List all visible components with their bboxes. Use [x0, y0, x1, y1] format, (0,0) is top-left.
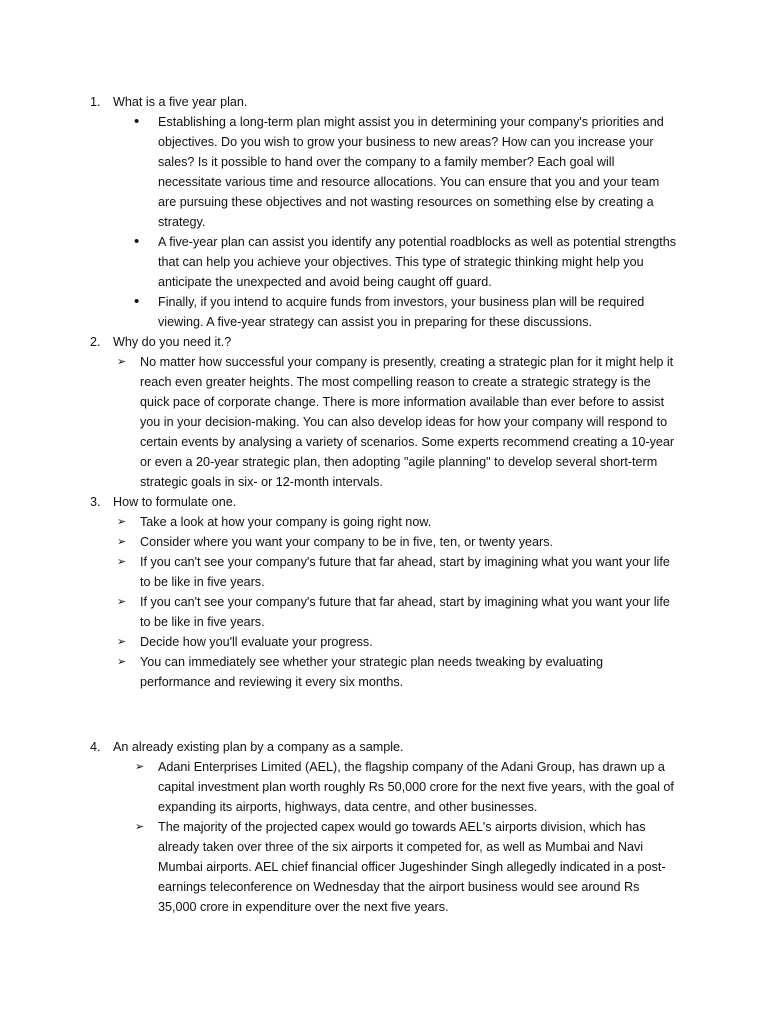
bullet-marker: •: [134, 233, 140, 250]
list-item-text: Finally, if you intend to acquire funds from investors, your business plan will be required viewing. A five-year strategy can assist you in preparing for these discussions.: [158, 295, 645, 329]
list-item: [134, 232, 678, 292]
list-item-text: Consider where you want your company to be in five, ten, or twenty years.: [140, 535, 553, 549]
list-item-text: A five-year plan can assist you identify any potential roadblocks as well as potential strengths that can help you achieve your objectives. This type of strategic thinking might help you anticipate the unexpected and avoid being caught off guard.: [158, 235, 677, 289]
list-item-text: If you can't see your company's future that far ahead, start by imagining what you want your life to be like in five years.: [140, 555, 670, 589]
section-title: How to formulate one.: [113, 495, 237, 509]
arrow-bullet-icon: ➢: [117, 516, 127, 528]
arrow-bullet-icon: ➢: [117, 536, 127, 548]
list-item: [117, 552, 676, 592]
list-item: [117, 352, 676, 492]
list-item-text: Adani Enterprises Limited (AEL), the flagship company of the Adani Group, has drawn up a capital investment plan worth roughly Rs 50,000 crore for the next five years, with the goal of expanding its airports, highways, data centre, and other businesses.: [158, 760, 674, 814]
arrow-bullet-icon: ➢: [117, 356, 127, 368]
list-item-text: The majority of the projected capex would go towards AEL's airports division, which has already taken over three of the six airports it competed for, as well as Mumbai and Navi Mumbai airports. AEL chief financial officer Jugeshinder Singh allegedly indicated in a post-earnings teleconference on Wednesday that the airport business would see around Rs 35,000 crore in expenditure over the next five years.: [158, 820, 666, 914]
list-item: [117, 512, 676, 532]
list-item: [117, 632, 676, 652]
section-number: 4.: [90, 740, 101, 754]
list-item-text: No matter how successful your company is presently, creating a strategic plan for it might help it reach even greater heights. The most compelling reason to create a strategic strategy is the quick pace of corporate change. There is more information available than ever before to assist you in your decision-making. You can also develop ideas for how your company will respond to certain events by analysing a variety of scenarios. Some experts recommend creating a 10-year or even a 20-year strategic plan, then adopting "agile planning" to develop several short-term strategic goals in six- or 12-month intervals.: [140, 355, 675, 489]
arrow-bullet-icon: ➢: [117, 556, 127, 568]
list-item: [134, 292, 678, 332]
list-item-text: You can immediately see whether your strategic plan needs tweaking by evaluating performance and reviewing it every six months.: [140, 655, 603, 689]
list-item: [117, 532, 676, 552]
arrow-bullet-icon: ➢: [117, 636, 127, 648]
list-item-text: Take a look at how your company is going right now.: [140, 515, 432, 529]
bullet-marker: •: [134, 113, 140, 130]
arrow-bullet-icon: ➢: [117, 656, 127, 668]
section-number: 1.: [90, 95, 101, 109]
list-item: [135, 817, 678, 917]
arrow-bullet-icon: ➢: [117, 596, 127, 608]
list-item-text: Establishing a long-term plan might assist you in determining your company's priorities and objectives. Do you wish to grow your business to new areas? How can you increase your sales? Is it possible to hand over the company to a family member? Each goal will necessitate various time and resource allocations. You can ensure that you and your team are pursuing these objectives and not wasting resources on something else by creating a strategy.: [158, 115, 664, 229]
section-title: Why do you need it.?: [113, 335, 232, 349]
list-item: [117, 592, 676, 632]
list-item: [117, 652, 676, 692]
section-title: An already existing plan by a company as a sample.: [113, 740, 404, 754]
arrow-bullet-icon: ➢: [135, 761, 145, 773]
list-item-text: Decide how you'll evaluate your progress.: [140, 635, 373, 649]
section-title: What is a five year plan.: [113, 95, 248, 109]
arrow-bullet-icon: ➢: [135, 821, 145, 833]
section-number: 2.: [90, 335, 101, 349]
list-item: [135, 757, 678, 817]
list-item: [134, 112, 678, 232]
bullet-marker: •: [134, 293, 140, 310]
section-number: 3.: [90, 495, 101, 509]
list-item-text: If you can't see your company's future that far ahead, start by imagining what you want your life to be like in five years.: [140, 595, 670, 629]
